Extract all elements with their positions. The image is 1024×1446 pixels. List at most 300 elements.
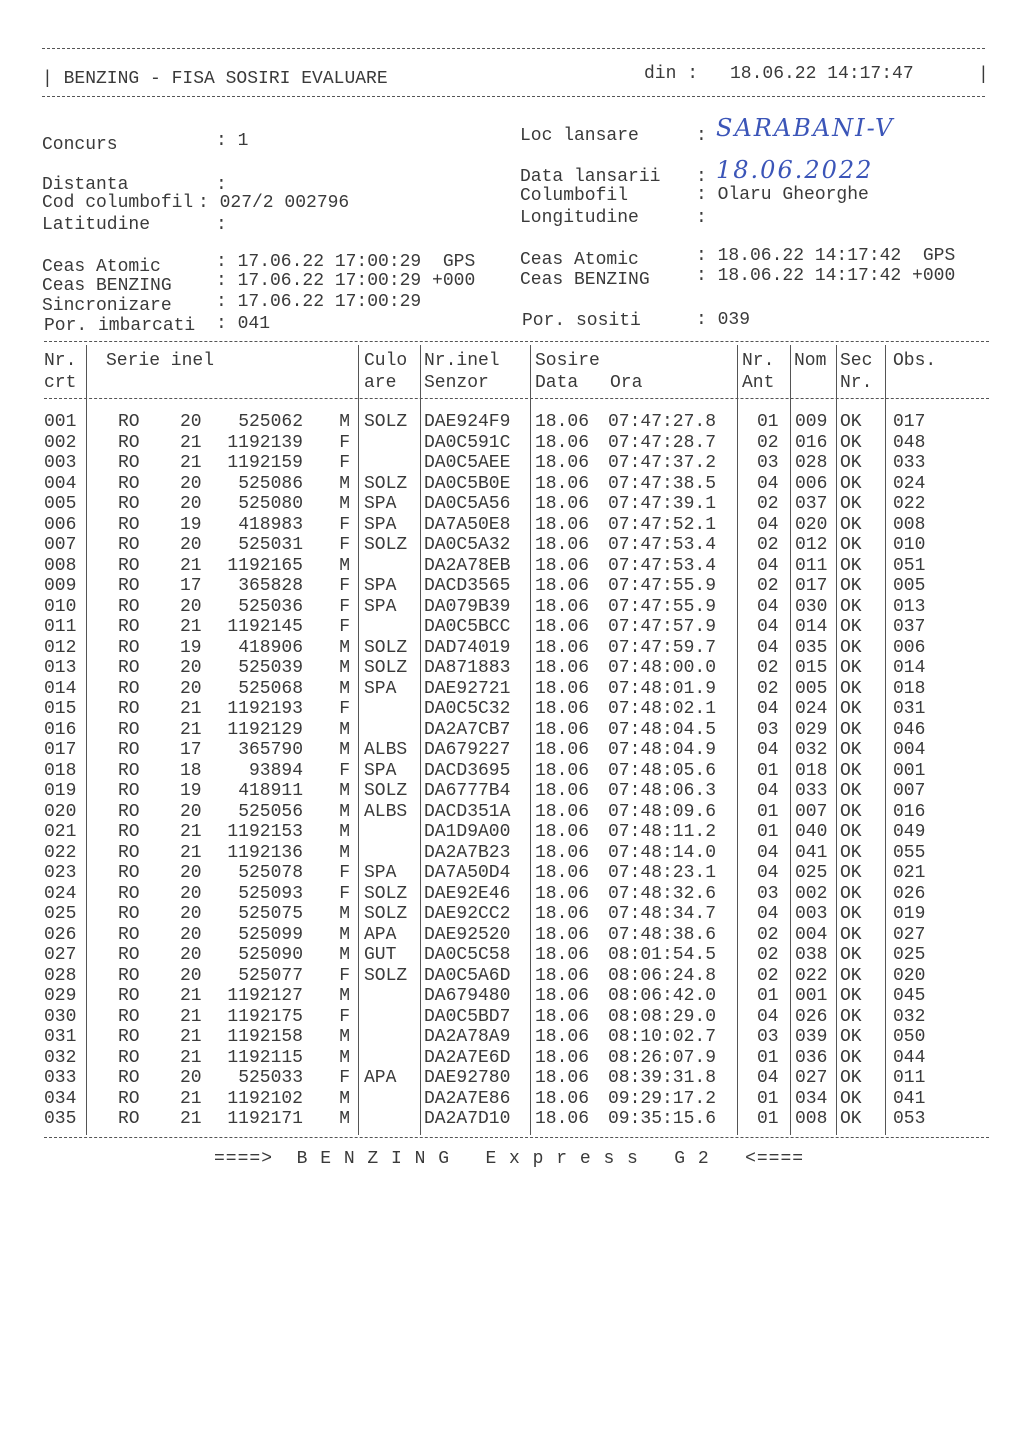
- cell-sec-nr: OK: [840, 842, 862, 863]
- cell-sec-nr: OK: [840, 1027, 862, 1047]
- cell-sex: F: [339, 617, 350, 637]
- cell-ora: 07:47:52.1: [608, 514, 717, 535]
- cell-senzor: DAE924F9: [424, 412, 511, 432]
- cell-ant: 02: [757, 432, 779, 453]
- cell-data: 18.06: [535, 883, 590, 904]
- cell-nr-crt: 007: [44, 535, 77, 555]
- cell-ora: 07:47:28.7: [608, 432, 717, 453]
- cell-data: 18.06: [535, 412, 590, 432]
- column-divider-nr: [86, 345, 87, 1135]
- cell-nom: 004: [795, 924, 828, 945]
- por-sositi-label: Por. sositi: [522, 311, 641, 331]
- cell-year: 20: [180, 924, 202, 945]
- sincronizare-value: : 17.06.22 17:00:29: [216, 292, 422, 312]
- cell-nom: 032: [795, 740, 828, 760]
- cell-obs: 011: [893, 1068, 926, 1088]
- cell-ora: 07:48:01.9: [608, 678, 717, 699]
- cell-data: 18.06: [535, 535, 590, 555]
- cell-ora: 07:48:14.0: [608, 842, 717, 863]
- cell-ora: 07:48:09.6: [608, 801, 717, 822]
- longitudine-label: Longitudine: [520, 208, 639, 228]
- cell-senzor: DA079B39: [424, 596, 511, 617]
- cell-senzor: DA6777B4: [424, 781, 511, 801]
- cell-sec-nr: OK: [840, 1006, 862, 1027]
- cell-senzor: DAE92520: [424, 924, 511, 945]
- cell-year: 20: [180, 801, 202, 822]
- cell-ant: 02: [757, 535, 779, 555]
- cell-ora: 08:10:02.7: [608, 1027, 717, 1047]
- col-sec-header: Sec: [840, 351, 873, 371]
- cell-ring-number: 1192165: [227, 555, 303, 576]
- ceas-atomic-start-label: Ceas Atomic: [42, 257, 161, 277]
- cell-ant: 02: [757, 678, 779, 699]
- cell-nom: 015: [795, 658, 828, 678]
- cell-ant: 02: [757, 924, 779, 945]
- column-divider-ant: [790, 345, 791, 1135]
- cell-sex: M: [339, 781, 350, 801]
- cell-ring-number: 1192115: [227, 1047, 303, 1068]
- cell-culoare: SOLZ: [364, 658, 408, 678]
- cell-culoare: SOLZ: [364, 904, 408, 924]
- cell-ant: 01: [757, 1047, 779, 1068]
- cell-ring-number: 418911: [238, 781, 303, 801]
- cell-senzor: DA679480: [424, 986, 511, 1006]
- cell-data: 18.06: [535, 494, 590, 514]
- cell-data: 18.06: [535, 453, 590, 473]
- cell-obs: 016: [893, 801, 926, 822]
- cell-senzor: DA0C5C32: [424, 699, 511, 719]
- cell-country: RO: [118, 965, 140, 986]
- cell-nr-crt: 034: [44, 1088, 77, 1109]
- cell-sec-nr: OK: [840, 637, 862, 658]
- cell-ring-number: 525090: [238, 945, 303, 965]
- cell-ora: 07:47:55.9: [608, 596, 717, 617]
- cell-nom: 041: [795, 842, 828, 863]
- cell-sex: M: [339, 822, 350, 842]
- cell-data: 18.06: [535, 432, 590, 453]
- cell-country: RO: [118, 945, 140, 965]
- cell-sec-nr: OK: [840, 945, 862, 965]
- cell-nom: 016: [795, 432, 828, 453]
- cell-ant: 02: [757, 658, 779, 678]
- cell-senzor: DA7A50D4: [424, 863, 511, 883]
- cell-obs: 022: [893, 494, 926, 514]
- cell-sex: M: [339, 555, 350, 576]
- cell-ora: 07:47:39.1: [608, 494, 717, 514]
- cell-nr-crt: 018: [44, 760, 77, 781]
- cell-nr-crt: 001: [44, 412, 77, 432]
- cell-country: RO: [118, 1109, 140, 1129]
- cell-year: 20: [180, 412, 202, 432]
- cell-culoare: SPA: [364, 760, 397, 781]
- cell-nr-crt: 014: [44, 678, 77, 699]
- cell-data: 18.06: [535, 924, 590, 945]
- cell-sex: M: [339, 986, 350, 1006]
- cell-ring-number: 525033: [238, 1068, 303, 1088]
- cell-culoare: GUT: [364, 945, 397, 965]
- cell-obs: 004: [893, 740, 926, 760]
- cell-nom: 022: [795, 965, 828, 986]
- cell-nom: 020: [795, 514, 828, 535]
- cell-ora: 08:26:07.9: [608, 1047, 717, 1068]
- cell-senzor: DA2A7B23: [424, 842, 511, 863]
- cell-sec-nr: OK: [840, 555, 862, 576]
- cell-sex: F: [339, 965, 350, 986]
- cell-ant: 01: [757, 801, 779, 822]
- cell-ora: 07:47:38.5: [608, 473, 717, 494]
- cell-culoare: SOLZ: [364, 781, 408, 801]
- table-header-top-rule: [44, 341, 989, 342]
- cell-ring-number: 525078: [238, 863, 303, 883]
- cell-nom: 005: [795, 678, 828, 699]
- cell-sec-nr: OK: [840, 494, 862, 514]
- cell-nr-crt: 016: [44, 719, 77, 740]
- col-data-header: Data: [535, 373, 579, 393]
- columbofil-label: Columbofil: [520, 186, 629, 206]
- cell-senzor: DA0C591C: [424, 432, 511, 453]
- cell-ring-number: 1192136: [227, 842, 303, 863]
- cell-sex: F: [339, 576, 350, 596]
- cell-nr-crt: 004: [44, 473, 77, 494]
- cell-nr-crt: 027: [44, 945, 77, 965]
- cell-sex: F: [339, 514, 350, 535]
- cell-nr-crt: 029: [44, 986, 77, 1006]
- cell-nom: 003: [795, 904, 828, 924]
- cell-ant: 04: [757, 863, 779, 883]
- cell-obs: 017: [893, 412, 926, 432]
- cell-senzor: DA2A7E6D: [424, 1047, 511, 1068]
- data-lansarii-sep: :: [696, 167, 707, 187]
- cell-sex: M: [339, 842, 350, 863]
- cell-ring-number: 1192159: [227, 453, 303, 473]
- cell-year: 18: [180, 760, 202, 781]
- cell-country: RO: [118, 1006, 140, 1027]
- cell-culoare: APA: [364, 924, 397, 945]
- cell-sex: M: [339, 1088, 350, 1109]
- cell-ora: 09:29:17.2: [608, 1088, 717, 1109]
- cell-nr-crt: 023: [44, 863, 77, 883]
- cell-nom: 006: [795, 473, 828, 494]
- cell-nom: 030: [795, 596, 828, 617]
- cell-ant: 01: [757, 986, 779, 1006]
- cell-ring-number: 418983: [238, 514, 303, 535]
- cell-year: 20: [180, 904, 202, 924]
- cell-culoare: SOLZ: [364, 412, 408, 432]
- document-title: | BENZING - FISA SOSIRI EVALUARE: [42, 69, 388, 89]
- cell-country: RO: [118, 412, 140, 432]
- cell-ring-number: 525080: [238, 494, 303, 514]
- cell-country: RO: [118, 760, 140, 781]
- cell-sex: M: [339, 719, 350, 740]
- cell-sec-nr: OK: [840, 453, 862, 473]
- cell-country: RO: [118, 883, 140, 904]
- cell-ant: 02: [757, 945, 779, 965]
- cell-obs: 020: [893, 965, 926, 986]
- column-divider-sosire: [737, 345, 738, 1135]
- cell-sec-nr: OK: [840, 678, 862, 699]
- cell-nom: 038: [795, 945, 828, 965]
- cell-senzor: DA0C5B0E: [424, 473, 511, 494]
- cell-obs: 050: [893, 1027, 926, 1047]
- cell-ant: 04: [757, 637, 779, 658]
- cell-sec-nr: OK: [840, 658, 862, 678]
- cell-obs: 032: [893, 1006, 926, 1027]
- cell-year: 20: [180, 883, 202, 904]
- cell-nom: 028: [795, 453, 828, 473]
- cell-year: 20: [180, 596, 202, 617]
- cell-ant: 01: [757, 412, 779, 432]
- data-lansarii-label: Data lansarii: [520, 167, 661, 187]
- ceas-atomic-end-value: : 18.06.22 14:17:42 GPS: [696, 246, 956, 266]
- cell-country: RO: [118, 699, 140, 719]
- cell-sex: M: [339, 637, 350, 658]
- cell-nr-crt: 028: [44, 965, 77, 986]
- cell-nr-crt: 026: [44, 924, 77, 945]
- cell-nom: 026: [795, 1006, 828, 1027]
- cell-ora: 07:47:55.9: [608, 576, 717, 596]
- longitudine-value: :: [696, 208, 707, 228]
- cell-nom: 037: [795, 494, 828, 514]
- cell-year: 21: [180, 453, 202, 473]
- col-sec-header-2: Nr.: [840, 373, 873, 393]
- cell-obs: 033: [893, 453, 926, 473]
- cell-obs: 031: [893, 699, 926, 719]
- cell-sex: M: [339, 1109, 350, 1129]
- por-imbarcati-value: : 041: [216, 314, 271, 334]
- cell-ora: 09:35:15.6: [608, 1109, 717, 1129]
- cell-nr-crt: 010: [44, 596, 77, 617]
- cell-year: 20: [180, 535, 202, 555]
- cell-senzor: DAE92E46: [424, 883, 511, 904]
- cell-nr-crt: 002: [44, 432, 77, 453]
- cell-sec-nr: OK: [840, 965, 862, 986]
- cell-data: 18.06: [535, 863, 590, 883]
- cell-data: 18.06: [535, 1027, 590, 1047]
- cell-sex: F: [339, 760, 350, 781]
- cell-obs: 005: [893, 576, 926, 596]
- column-divider-senzor: [530, 345, 531, 1135]
- cell-nr-crt: 009: [44, 576, 77, 596]
- cell-sec-nr: OK: [840, 740, 862, 760]
- cell-sex: M: [339, 494, 350, 514]
- cell-ring-number: 525068: [238, 678, 303, 699]
- cell-nr-crt: 015: [44, 699, 77, 719]
- cell-obs: 010: [893, 535, 926, 555]
- cell-senzor: DA2A78EB: [424, 555, 511, 576]
- col-senzor-header-2: Senzor: [424, 373, 489, 393]
- cell-senzor: DA871883: [424, 658, 511, 678]
- cell-country: RO: [118, 1047, 140, 1068]
- cell-country: RO: [118, 1027, 140, 1047]
- ceas-benzing-start-value: : 17.06.22 17:00:29 +000: [216, 271, 476, 291]
- cell-sec-nr: OK: [840, 699, 862, 719]
- cell-senzor: DA0C5BD7: [424, 1006, 511, 1027]
- col-ora-header: Ora: [610, 373, 643, 393]
- cell-sec-nr: OK: [840, 432, 862, 453]
- cell-ora: 08:01:54.5: [608, 945, 717, 965]
- cell-ring-number: 1192171: [227, 1109, 303, 1129]
- cell-obs: 051: [893, 555, 926, 576]
- cell-senzor: DAE92721: [424, 678, 511, 699]
- cell-senzor: DA2A78A9: [424, 1027, 511, 1047]
- cell-sex: M: [339, 658, 350, 678]
- cell-country: RO: [118, 678, 140, 699]
- cell-country: RO: [118, 863, 140, 883]
- cell-nom: 014: [795, 617, 828, 637]
- cell-nr-crt: 006: [44, 514, 77, 535]
- cell-year: 19: [180, 637, 202, 658]
- cell-obs: 001: [893, 760, 926, 781]
- cell-ant: 02: [757, 494, 779, 514]
- column-divider-culoare: [420, 345, 421, 1135]
- cell-sec-nr: OK: [840, 1047, 862, 1068]
- cell-year: 17: [180, 740, 202, 760]
- cell-sex: M: [339, 412, 350, 432]
- cell-data: 18.06: [535, 514, 590, 535]
- cell-nom: 025: [795, 863, 828, 883]
- cell-nom: 034: [795, 1088, 828, 1109]
- cell-year: 19: [180, 514, 202, 535]
- cell-ring-number: 1192127: [227, 986, 303, 1006]
- cell-data: 18.06: [535, 1006, 590, 1027]
- cell-culoare: SPA: [364, 514, 397, 535]
- cell-obs: 041: [893, 1088, 926, 1109]
- cell-ant: 04: [757, 1068, 779, 1088]
- cell-ring-number: 418906: [238, 637, 303, 658]
- cell-country: RO: [118, 1088, 140, 1109]
- cell-country: RO: [118, 719, 140, 740]
- cell-sec-nr: OK: [840, 1109, 862, 1129]
- cell-nom: 027: [795, 1068, 828, 1088]
- cell-data: 18.06: [535, 1088, 590, 1109]
- table-header-bottom-rule: [44, 398, 989, 399]
- cell-obs: 048: [893, 432, 926, 453]
- print-datetime: 18.06.22 14:17:47: [730, 64, 914, 84]
- cell-nr-crt: 019: [44, 781, 77, 801]
- cell-year: 17: [180, 576, 202, 596]
- cell-data: 18.06: [535, 473, 590, 494]
- cell-sex: F: [339, 596, 350, 617]
- cell-sec-nr: OK: [840, 863, 862, 883]
- cell-sec-nr: OK: [840, 473, 862, 494]
- cell-sec-nr: OK: [840, 514, 862, 535]
- cell-ring-number: 1192175: [227, 1006, 303, 1027]
- header-bottom-rule: [42, 96, 985, 97]
- cell-data: 18.06: [535, 781, 590, 801]
- cell-country: RO: [118, 535, 140, 555]
- cell-data: 18.06: [535, 719, 590, 740]
- cell-ora: 07:48:04.5: [608, 719, 717, 740]
- cell-ora: 07:48:11.2: [608, 822, 717, 842]
- cell-sex: M: [339, 473, 350, 494]
- cell-sec-nr: OK: [840, 576, 862, 596]
- cell-data: 18.06: [535, 555, 590, 576]
- cell-ring-number: 525077: [238, 965, 303, 986]
- col-nom-header: Nom: [794, 351, 827, 371]
- distanta-label: Distanta: [42, 175, 129, 195]
- column-divider-serie: [358, 345, 359, 1135]
- cell-country: RO: [118, 904, 140, 924]
- cell-obs: 018: [893, 678, 926, 699]
- cell-nr-crt: 011: [44, 617, 77, 637]
- cell-obs: 026: [893, 883, 926, 904]
- cell-sex: M: [339, 801, 350, 822]
- col-ant-header: Nr.: [742, 351, 775, 371]
- cell-year: 21: [180, 699, 202, 719]
- cell-ant: 04: [757, 617, 779, 637]
- cell-culoare: ALBS: [364, 740, 408, 760]
- cell-nom: 036: [795, 1047, 828, 1068]
- cell-culoare: SPA: [364, 678, 397, 699]
- cell-ant: 03: [757, 719, 779, 740]
- cell-nr-crt: 022: [44, 842, 77, 863]
- cell-year: 20: [180, 494, 202, 514]
- cell-culoare: SOLZ: [364, 883, 408, 904]
- cell-ant: 04: [757, 473, 779, 494]
- cell-data: 18.06: [535, 596, 590, 617]
- cell-sex: F: [339, 1068, 350, 1088]
- cell-obs: 021: [893, 863, 926, 883]
- ceas-benzing-end-value: : 18.06.22 14:17:42 +000: [696, 266, 956, 286]
- cell-senzor: DA1D9A00: [424, 822, 511, 842]
- cod-columbofil-label: Cod columbofil: [42, 193, 194, 213]
- cell-ant: 04: [757, 904, 779, 924]
- cell-sec-nr: OK: [840, 412, 862, 432]
- cell-senzor: DAE92CC2: [424, 904, 511, 924]
- cell-sec-nr: OK: [840, 719, 862, 740]
- cell-ora: 07:48:02.1: [608, 699, 717, 719]
- cell-ora: 08:06:24.8: [608, 965, 717, 986]
- cell-culoare: SOLZ: [364, 965, 408, 986]
- cell-culoare: SPA: [364, 863, 397, 883]
- column-divider-sec: [885, 345, 886, 1135]
- cell-ring-number: 1192102: [227, 1088, 303, 1109]
- cell-ant: 03: [757, 883, 779, 904]
- cell-ring-number: 525031: [238, 535, 303, 555]
- cell-country: RO: [118, 822, 140, 842]
- cell-obs: 025: [893, 945, 926, 965]
- cell-ora: 07:48:05.6: [608, 760, 717, 781]
- columbofil-value: : Olaru Gheorghe: [696, 185, 869, 205]
- cell-year: 21: [180, 555, 202, 576]
- cell-year: 19: [180, 781, 202, 801]
- cell-year: 21: [180, 1006, 202, 1027]
- cell-senzor: DA2A7D10: [424, 1109, 511, 1129]
- cell-year: 20: [180, 863, 202, 883]
- cell-ora: 08:08:29.0: [608, 1006, 717, 1027]
- cell-sex: M: [339, 740, 350, 760]
- cell-nr-crt: 012: [44, 637, 77, 658]
- cell-data: 18.06: [535, 822, 590, 842]
- cod-columbofil-value: : 027/2 002796: [198, 193, 350, 213]
- cell-year: 21: [180, 842, 202, 863]
- cell-ora: 07:47:57.9: [608, 617, 717, 637]
- cell-data: 18.06: [535, 945, 590, 965]
- cell-data: 18.06: [535, 1068, 590, 1088]
- cell-ring-number: 525036: [238, 596, 303, 617]
- cell-data: 18.06: [535, 760, 590, 781]
- cell-nr-crt: 033: [44, 1068, 77, 1088]
- cell-nr-crt: 021: [44, 822, 77, 842]
- cell-data: 18.06: [535, 576, 590, 596]
- cell-year: 21: [180, 986, 202, 1006]
- cell-year: 20: [180, 965, 202, 986]
- cell-year: 21: [180, 617, 202, 637]
- col-ant-header-2: Ant: [742, 373, 775, 393]
- cell-country: RO: [118, 658, 140, 678]
- cell-data: 18.06: [535, 637, 590, 658]
- cell-nr-crt: 020: [44, 801, 77, 822]
